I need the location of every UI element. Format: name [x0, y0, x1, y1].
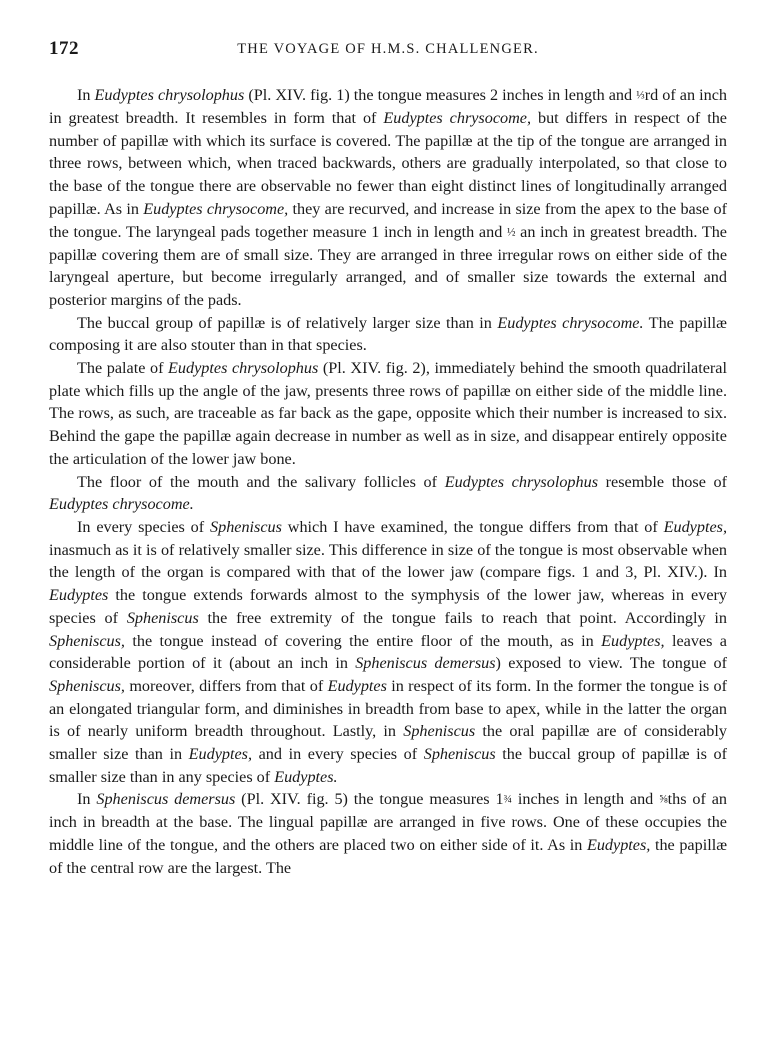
paragraph — [49, 516, 727, 788]
text-run: The papillæ composing it are also stouter than in that species. — [49, 313, 727, 355]
text-run: the free extremity of the tongue fails to reach that point. Accordingly in — [198, 608, 727, 627]
italic-taxon: Spheniscus demersus — [355, 654, 496, 673]
text-run: the tongue extends forwards almost to the symphysis of the lower jaw, whereas in every species of — [49, 586, 727, 627]
italic-taxon: Eudyptes chrysolophus — [444, 472, 598, 491]
text-run: the oral papillæ are of considerably smaller size than in — [49, 722, 727, 764]
running-head: THE VOYAGE OF H.M.S. CHALLENGER. — [237, 41, 539, 57]
italic-taxon: Spheniscus — [423, 745, 496, 764]
text-run: the papillæ of the central row are the largest. The — [49, 836, 727, 877]
text-run: In every species of — [77, 517, 210, 536]
text-run: ths of an inch in breadth at the base. The lingual papillæ are arranged in five rows. One of these occupies the middle line of the tongue, and the others are placed two on either side of it. As in — [49, 790, 728, 855]
italic-taxon: Eudyptes — [327, 676, 387, 695]
italic-taxon: Eudyptes — [49, 586, 109, 605]
text-run: (Pl. XIV. fig. 2), immediately behind the smooth quadrilateral plate which fills up the angle of the jaw, presents three rows of papillæ on either side of the middle line. The rows, as such, are traceable as far back as the gape, opposite which their number is increased to six. Behind the gape the papillæ again decrease in number as well as in size, and disappear entirely opposite the articulation of the lower jaw bone. — [49, 359, 727, 468]
body-text — [49, 84, 727, 880]
italic-taxon: Eudyptes, — [663, 517, 727, 536]
italic-taxon: Eudyptes, — [601, 631, 665, 650]
italic-taxon: Spheniscus demersus — [96, 790, 236, 809]
text-run: the buccal group of papillæ is of smaller size than in any species of — [49, 745, 727, 786]
italic-taxon: Eudyptes chrysocome, — [383, 109, 532, 128]
text-run: The floor of the mouth and the salivary follicles of — [77, 472, 445, 491]
text-run: which I have examined, the tongue differs from that of — [281, 517, 664, 536]
paragraph — [49, 84, 727, 312]
italic-taxon: Spheniscus — [210, 517, 282, 536]
text-run: (Pl. XIV. fig. 1) the tongue measures 2 inches in length and — [244, 86, 637, 104]
text-run: In — [77, 790, 97, 809]
paragraph — [49, 788, 727, 879]
text-run: but differs in respect of the number of papillæ with which its surface is covered. The papillæ at the tip of the tongue are arranged in three rows, between which, when traced backwards, others are gradually interpolated, so that close to the base of the tongue there are observable no fewer than eight distinct lines of longitudinally arranged papillæ. As in — [49, 109, 727, 218]
italic-taxon: Spheniscus — [126, 608, 199, 627]
fraction: ½ — [506, 225, 516, 238]
text-run: inasmuch as it is of relatively smaller size. This difference in size of the tongue is most observable when the length of the organ is compared with that of the lower jaw (compare figs. 1 and 3, Pl. XIV.). In — [49, 540, 727, 582]
italic-taxon: Spheniscus — [403, 722, 476, 741]
italic-taxon: Eudyptes, — [586, 836, 651, 855]
text-run: an inch in greatest breadth. The papillæ covering them are of small size. They are arranged in three irregular rows on either side of the laryngeal aperture, but become irregularly arranged, and of smaller size towards the external and posterior margins of the pads. — [49, 222, 727, 309]
paragraph — [49, 357, 727, 471]
italic-taxon: Eudyptes. — [274, 767, 338, 786]
italic-taxon: Spheniscus, — [49, 676, 125, 695]
text-run: rd of an inch in greatest breadth. It resembles in form that of — [49, 86, 727, 128]
fraction: ⅝ — [659, 793, 668, 806]
text-run: In — [77, 86, 95, 104]
text-run: The palate of — [77, 359, 169, 378]
italic-taxon: Eudyptes chrysolophus — [94, 86, 245, 104]
paragraph — [49, 312, 727, 357]
text-run: the tongue instead of covering the entire floor of the mouth, as in — [124, 631, 602, 650]
page-number: 172 — [49, 38, 79, 59]
text-run: moreover, differs from that of — [124, 676, 328, 695]
italic-taxon: Spheniscus, — [49, 631, 125, 650]
text-run: in respect of its form. In the former the tongue is of an elongated triangular form, and diminishes in breadth from base to apex, while in the latter the organ is of nearly uniform breadth throughout. Lastly, in — [49, 676, 727, 741]
text-run: The buccal group of papillæ is of relatively larger size than in — [77, 313, 498, 332]
italic-taxon: Eudyptes chrysocome, — [143, 199, 289, 218]
page-header — [49, 38, 727, 64]
text-run: inches in length and — [512, 790, 660, 809]
fraction: ¾ — [503, 793, 513, 806]
italic-taxon: Eudyptes chrysocome. — [49, 495, 194, 514]
italic-taxon: Eudyptes chrysolophus — [168, 359, 319, 378]
text-run: (Pl. XIV. fig. 5) the tongue measures 1 — [235, 790, 504, 809]
text-run: resemble those of — [598, 472, 727, 491]
text-run: and in every species of — [252, 745, 424, 764]
italic-taxon: Eudyptes, — [188, 745, 253, 764]
fraction: ⅓ — [636, 89, 645, 102]
paragraph — [49, 471, 727, 516]
text-run: ) exposed to view. The tongue of — [495, 654, 727, 673]
italic-taxon: Eudyptes chrysocome. — [497, 313, 644, 332]
text-run: leaves a considerable portion of it (about an inch in — [49, 631, 727, 673]
text-run: they are recurved, and increase in size from the apex to the base of the tongue. The laryngeal pads together measure 1 inch in length and — [49, 199, 727, 241]
